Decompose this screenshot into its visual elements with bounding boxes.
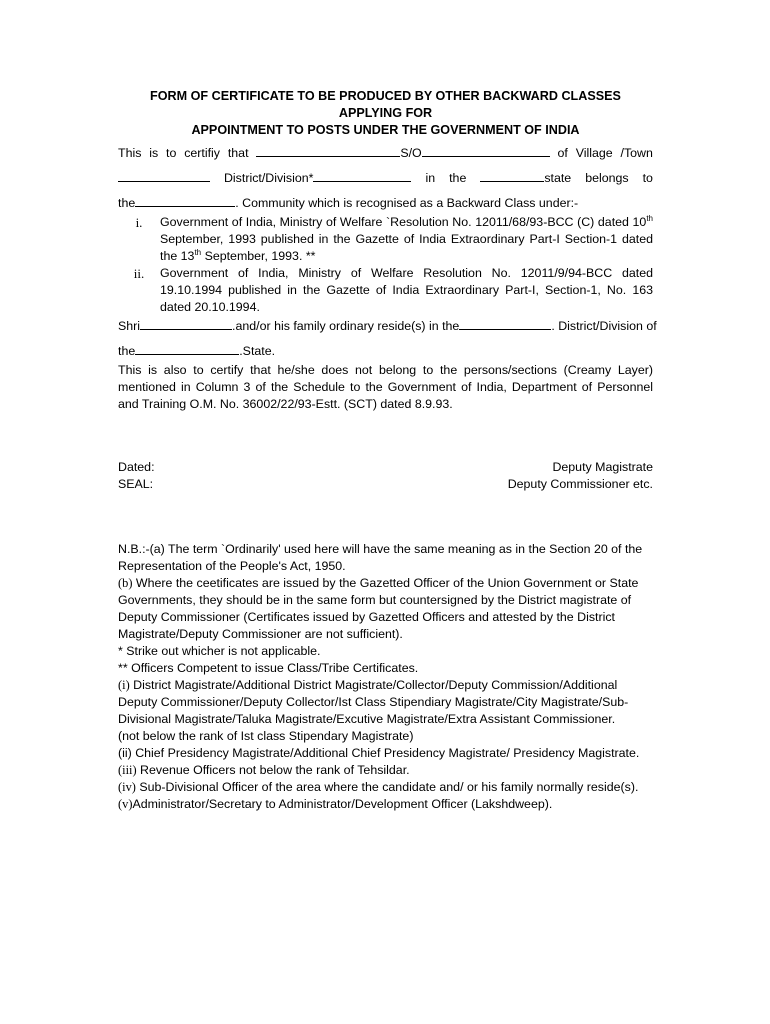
word-this: This [118, 146, 142, 160]
certify-line [118, 145, 653, 162]
signature-block [118, 459, 653, 493]
word-certifiy: certifiy [184, 146, 221, 160]
state-name-blank[interactable] [135, 343, 239, 355]
title-line-2: APPOINTMENT TO POSTS UNDER THE GOVERNMENT OF INDIA [191, 123, 580, 137]
creamy-layer-paragraph: This is also to certify that he/she does not belong to the persons/sections (Creamy Layer) mentioned in Column 3 of the Schedule to the Government of India, Department of Personnel and Training O.M. No. 36002/22/93-Estt. (SCT) dated 8.9.93. [118, 363, 653, 411]
word-the: the [449, 171, 467, 185]
resolution-item: ii. Government of India, Ministry of Welfare Resolution No. 12011/9/94-BCC dated 19.10.1994 published in the Gazette of India Extraordinary Part-I, Section-1, No. 163 dated 20.10.1994. [133, 266, 653, 314]
note-iii: (iii) Revenue Officers not below the rank of Tehsildar. [118, 763, 410, 777]
deputy-magistrate-label: Deputy Magistrate [552, 460, 653, 474]
word-to: to [166, 146, 177, 160]
resolution-list [118, 214, 653, 316]
seal-label: SEAL: [118, 477, 154, 491]
note-ii: (ii) Chief Presidency Magistrate/Additional Chief Presidency Magistrate/ Presidency Magistrate. [118, 746, 640, 760]
community-blank[interactable] [135, 195, 235, 207]
note-a: N.B.:-(a) The term `Ordinarily' used here will have the same meaning as in the Section 20 of the Representation of the People's Act, 1950. [118, 542, 643, 573]
district-line [118, 170, 653, 187]
note-strike: * Strike out whicher is not applicable. [118, 644, 321, 658]
word-town: /Town [620, 146, 653, 160]
note-i: (i) District Magistrate/Additional District Magistrate/Collector/Deputy Commission/Additional Deputy Commissioner/Deputy Collector/Ist Class Stipendiary Magistrate/City Magistrate/Sub-Divisional Magistrate/Taluka Magistrate/Excutive Magistrate/Extra Assistant Commissioner. [118, 678, 629, 726]
state-field: state [480, 170, 571, 187]
note-v: (v)Administrator/Secretary to Administrator/Development Officer (Lakshdweep). [118, 797, 553, 811]
shri-line: Shri .and/or his family ordinary reside(s) in the . District/Division of [118, 319, 657, 333]
form-title [118, 88, 653, 139]
district-blank[interactable] [313, 170, 411, 182]
name-blank[interactable] [256, 145, 549, 162]
reside-blank[interactable] [459, 318, 551, 330]
word-to-2: to [642, 171, 653, 185]
word-that: that [227, 146, 249, 160]
so-label: S/O [400, 146, 422, 160]
note-not-below: (not below the rank of Ist class Stipendary Magistrate) [118, 729, 414, 743]
certificate-page [118, 88, 657, 813]
district-field: District/Division* [224, 170, 412, 187]
town-blank[interactable] [118, 170, 210, 182]
title-line-1: FORM OF CERTIFICATE TO BE PRODUCED BY OTHER BACKWARD CLASSES APPLYING FOR [150, 89, 621, 120]
notes-section [118, 541, 653, 813]
state-blank[interactable] [480, 170, 544, 182]
note-officers: ** Officers Competent to issue Class/Tribe Certificates. [118, 661, 419, 675]
dated-label: Dated: [118, 460, 155, 474]
note-b: (b) Where the ceetificates are issued by the Gazetted Officer of the Union Government or State Governments, they should be in the same form but countersigned by the District magistrate of Deputy Commissioner (Certificates issued by Gazetted Officers and attested by the District Magistrate/Deputy Commissioner are not sufficient). [118, 576, 639, 641]
state-line: the .State. [118, 344, 276, 358]
community-line: the . Community which is recognised as a Backward Class under:- [118, 196, 579, 210]
word-belongs: belongs [585, 171, 629, 185]
deputy-commissioner-label: Deputy Commissioner etc. [507, 477, 653, 491]
shri-blank[interactable] [140, 318, 232, 330]
resolution-item: i. Government of India, Ministry of Welfare `Resolution No. 12011/68/93-BCC (C) dated 10th September, 1993 published in the Gazette of India Extraordinary Part-I Section-1 dated the 13th September, 1993. ** [135, 213, 653, 263]
word-in: in [425, 171, 436, 185]
word-of: of [557, 146, 568, 160]
note-iv: (iv) Sub-Divisional Officer of the area where the candidate and/ or his family normally reside(s). [118, 780, 639, 794]
word-is: is [149, 146, 159, 160]
word-village: Village [575, 146, 613, 160]
